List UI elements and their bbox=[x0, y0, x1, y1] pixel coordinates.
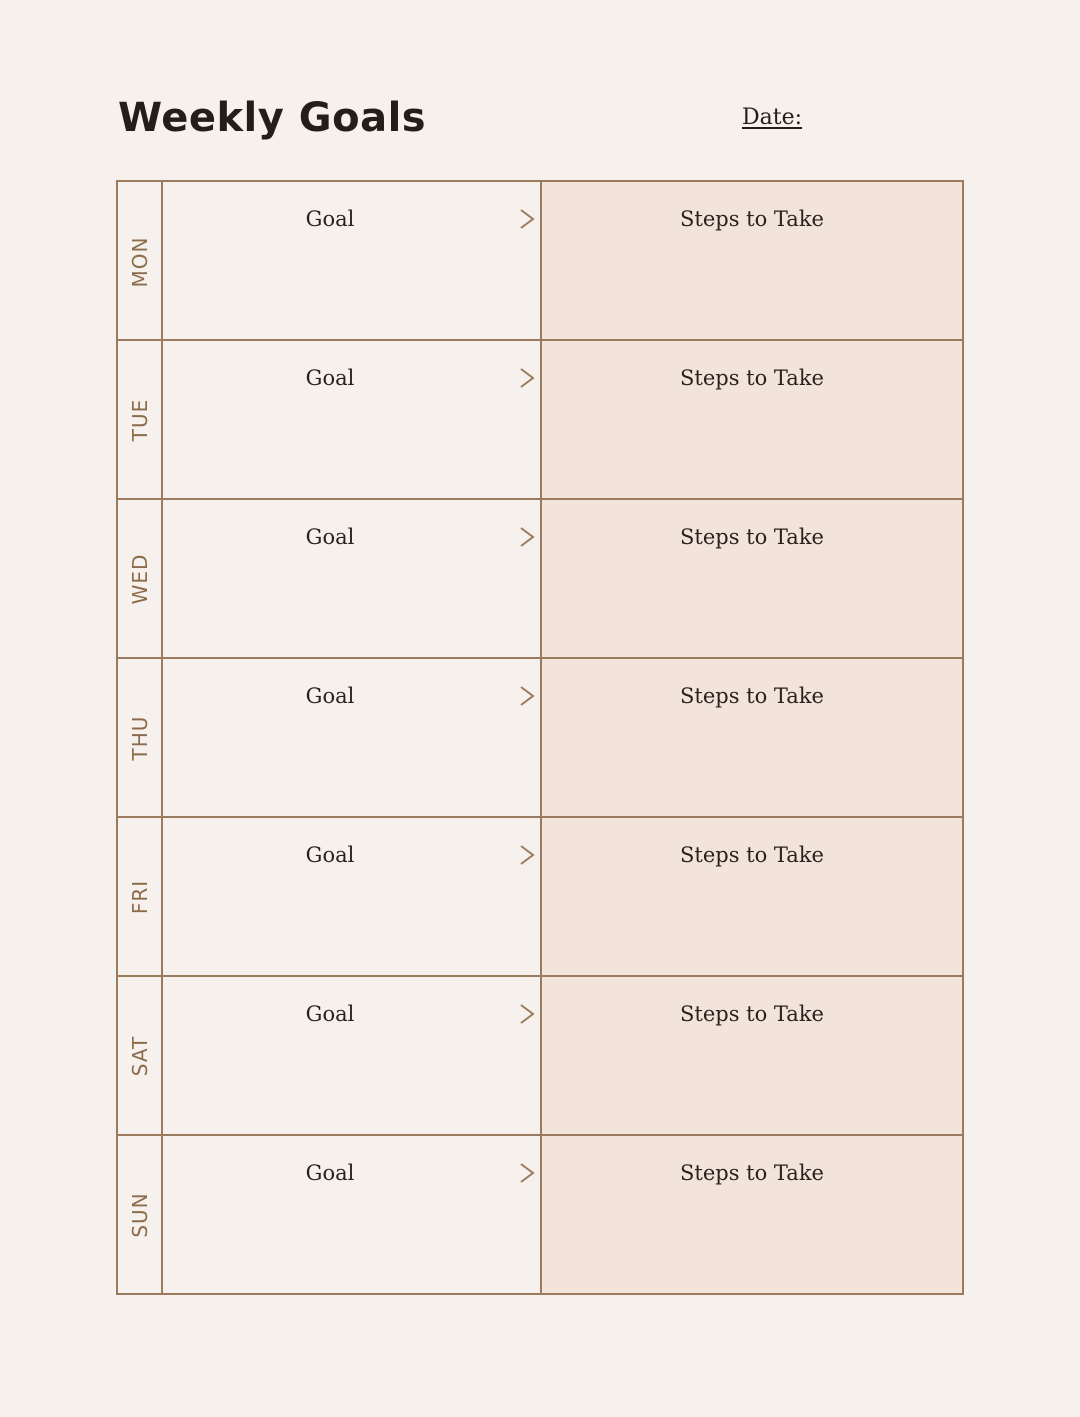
day-row-thu bbox=[118, 657, 962, 816]
date-label: Date: bbox=[742, 105, 803, 130]
chevron-right-icon bbox=[519, 526, 535, 548]
goal-field[interactable] bbox=[163, 500, 542, 657]
day-cell bbox=[118, 341, 163, 498]
steps-label: Steps to Take bbox=[680, 684, 824, 708]
goal-label: Goal bbox=[305, 525, 355, 549]
day-row-fri bbox=[118, 816, 962, 975]
day-label: SAT bbox=[127, 1035, 152, 1076]
chevron-right-icon bbox=[519, 685, 535, 707]
goal-field[interactable] bbox=[163, 977, 542, 1134]
steps-field[interactable] bbox=[542, 818, 962, 975]
steps-label: Steps to Take bbox=[680, 1002, 824, 1026]
day-row-wed bbox=[118, 498, 962, 657]
goal-label: Goal bbox=[305, 207, 355, 231]
page-title: Weekly Goals bbox=[118, 95, 427, 141]
day-label: THU bbox=[127, 715, 152, 760]
goal-field[interactable] bbox=[163, 818, 542, 975]
day-cell bbox=[118, 500, 163, 657]
weekly-goals-table bbox=[116, 180, 964, 1295]
chevron-right-icon bbox=[519, 1162, 535, 1184]
goal-field[interactable] bbox=[163, 1136, 542, 1293]
day-label: MON bbox=[127, 236, 152, 287]
steps-field[interactable] bbox=[542, 977, 962, 1134]
steps-label: Steps to Take bbox=[680, 525, 824, 549]
chevron-right-icon bbox=[519, 1003, 535, 1025]
day-cell bbox=[118, 1136, 163, 1293]
day-label: SUN bbox=[127, 1191, 152, 1238]
steps-field[interactable] bbox=[542, 500, 962, 657]
steps-label: Steps to Take bbox=[680, 1161, 824, 1185]
goal-label: Goal bbox=[305, 1161, 355, 1185]
day-cell bbox=[118, 182, 163, 341]
goal-field[interactable] bbox=[163, 341, 542, 498]
goal-label: Goal bbox=[305, 1002, 355, 1026]
steps-field[interactable] bbox=[542, 659, 962, 816]
goal-label: Goal bbox=[305, 684, 355, 708]
chevron-right-icon bbox=[519, 844, 535, 866]
day-row-sun bbox=[118, 1134, 962, 1293]
goal-field[interactable] bbox=[163, 182, 542, 341]
steps-label: Steps to Take bbox=[680, 207, 824, 231]
day-row-mon bbox=[118, 182, 962, 341]
chevron-right-icon bbox=[519, 208, 535, 230]
goal-field[interactable] bbox=[163, 659, 542, 816]
steps-label: Steps to Take bbox=[680, 366, 824, 390]
day-cell bbox=[118, 818, 163, 975]
goal-label: Goal bbox=[305, 843, 355, 867]
day-cell bbox=[118, 659, 163, 816]
chevron-right-icon bbox=[519, 367, 535, 389]
day-row-sat bbox=[118, 975, 962, 1134]
day-cell bbox=[118, 977, 163, 1134]
steps-field[interactable] bbox=[542, 1136, 962, 1293]
steps-field[interactable] bbox=[542, 182, 962, 341]
day-label: TUE bbox=[127, 398, 152, 441]
steps-label: Steps to Take bbox=[680, 843, 824, 867]
goal-label: Goal bbox=[305, 366, 355, 390]
day-row-tue bbox=[118, 339, 962, 498]
day-label: WED bbox=[127, 553, 152, 604]
day-label: FRI bbox=[127, 879, 152, 914]
steps-field[interactable] bbox=[542, 341, 962, 498]
